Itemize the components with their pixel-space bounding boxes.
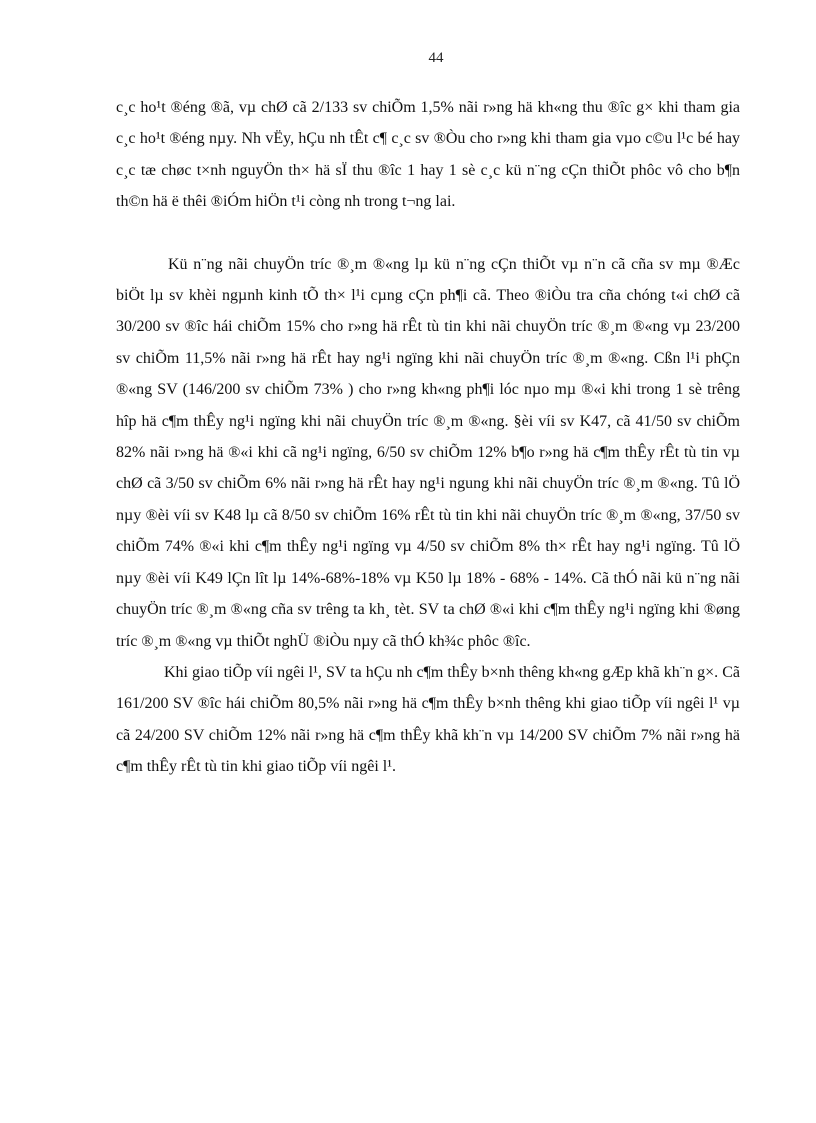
page-number: 44: [428, 50, 444, 66]
document-body: [116, 92, 740, 783]
paragraph-activities-conclusion: c¸c ho¹t ®éng ®ã, vµ chØ cã 2/133 sv chiÕm 1,5% nãi r»ng hä kh«ng thu ®îc g× khi tham gia c¸c ho¹t ®éng nµy. Nh vËy, hÇu nh tÊt c¶ c¸c sv ®Òu cho r»ng khi tham gia vµo c©u l¹c bé hay c¸c tæ chøc t×nh nguyÖn th× hä sÏ thu ®îc 1 hay 1 sè c¸c kü n¨ng cÇn thiÕt phôc vô cho b¶n th©n hä ë thêi ®iÓm hiÖn t¹i còng nh trong t¬ng lai.: [116, 99, 740, 211]
paragraph-public-speaking: Kü n¨ng nãi chuyÖn tríc ®¸m ®«ng lµ kü n¨ng cÇn thiÕt vµ n¨n cã cña sv mµ ®Æc biÖt lµ sv khèi ngµnh kinh tÕ th× l¹i cµng cÇn ph¶i cã. Theo ®iÒu tra cña chóng t«i chØ cã 30/200 sv ®îc hái chiÕm 15% cho r»ng hä rÊt tù tin khi nãi chuyÖn tríc ®¸m ®«ng vµ 23/200 sv chiÕm 11,5% nãi r»ng hä rÊt hay ng¹i ngïng khi nãi chuyÖn tríc ®¸m ®«ng. Cßn l¹i phÇn ®«ng SV (146/200 sv chiÕm 73% ) cho r»ng kh«ng ph¶i lóc nµo mµ ®«i khi trong 1 sè trêng hîp hä c¶m thÊy ng¹i ngïng khi nãi chuyÖn tríc ®¸m ®«ng. §èi víi sv K47, cã 41/50 sv chiÕm 82% nãi r»ng hä ®«i khi cã ng¹i ngïng, 6/50 sv chiÕm 12% b¶o r»ng hä c¶m thÊy rÊt tù tin vµ chØ cã 3/50 sv chiÕm 6% nãi r»ng hä rÊt hay ng¹i ngung khi nãi chuyÖn tríc ®¸m ®«ng. Tû lÖ nµy ®èi víi sv K48 lµ cã 8/50 sv chiÕm 16% rÊt tù tin khi nãi chuyÖn tríc ®¸m ®«ng, 37/50 sv chiÕm 74% ®«i khi c¶m thÊy ng¹i ngïng vµ 4/50 sv chiÕm 8% th× rÊt hay ng¹i ngïng. Tû lÖ nµy ®èi víi K49 lÇn lît lµ 14%-68%-18% vµ K50 lµ 18% - 68% - 14%. Cã thÓ nãi kü n¨ng nãi chuyÖn tríc ®¸m ®«ng cña sv trêng ta kh¸ tèt. SV ta chØ ®«i khi c¶m thÊy ng¹i ngïng khi ®øng tríc ®¸m ®«ng vµ thiÕt nghÜ ®iÒu nµy cã thÓ kh¾c phôc ®îc.: [116, 255, 740, 650]
paragraph-talking-to-strangers: Khi giao tiÕp víi ngêi l¹, SV ta hÇu nh c¶m thÊy b×nh thêng kh«ng gÆp khã kh¨n g×. Cã 161/200 SV ®îc hái chiÕm 80,5% nãi r»ng hä c¶m thÊy b×nh thêng khi giao tiÕp víi ngêi l¹ vµ cã 24/200 SV chiÕm 12% nãi r»ng hä c¶m thÊy khã kh¨n vµ 14/200 SV chiÕm 7% nãi r»ng hä c¶m thÊy rÊt tù tin khi giao tiÕp víi ngêi l¹.: [116, 663, 740, 776]
